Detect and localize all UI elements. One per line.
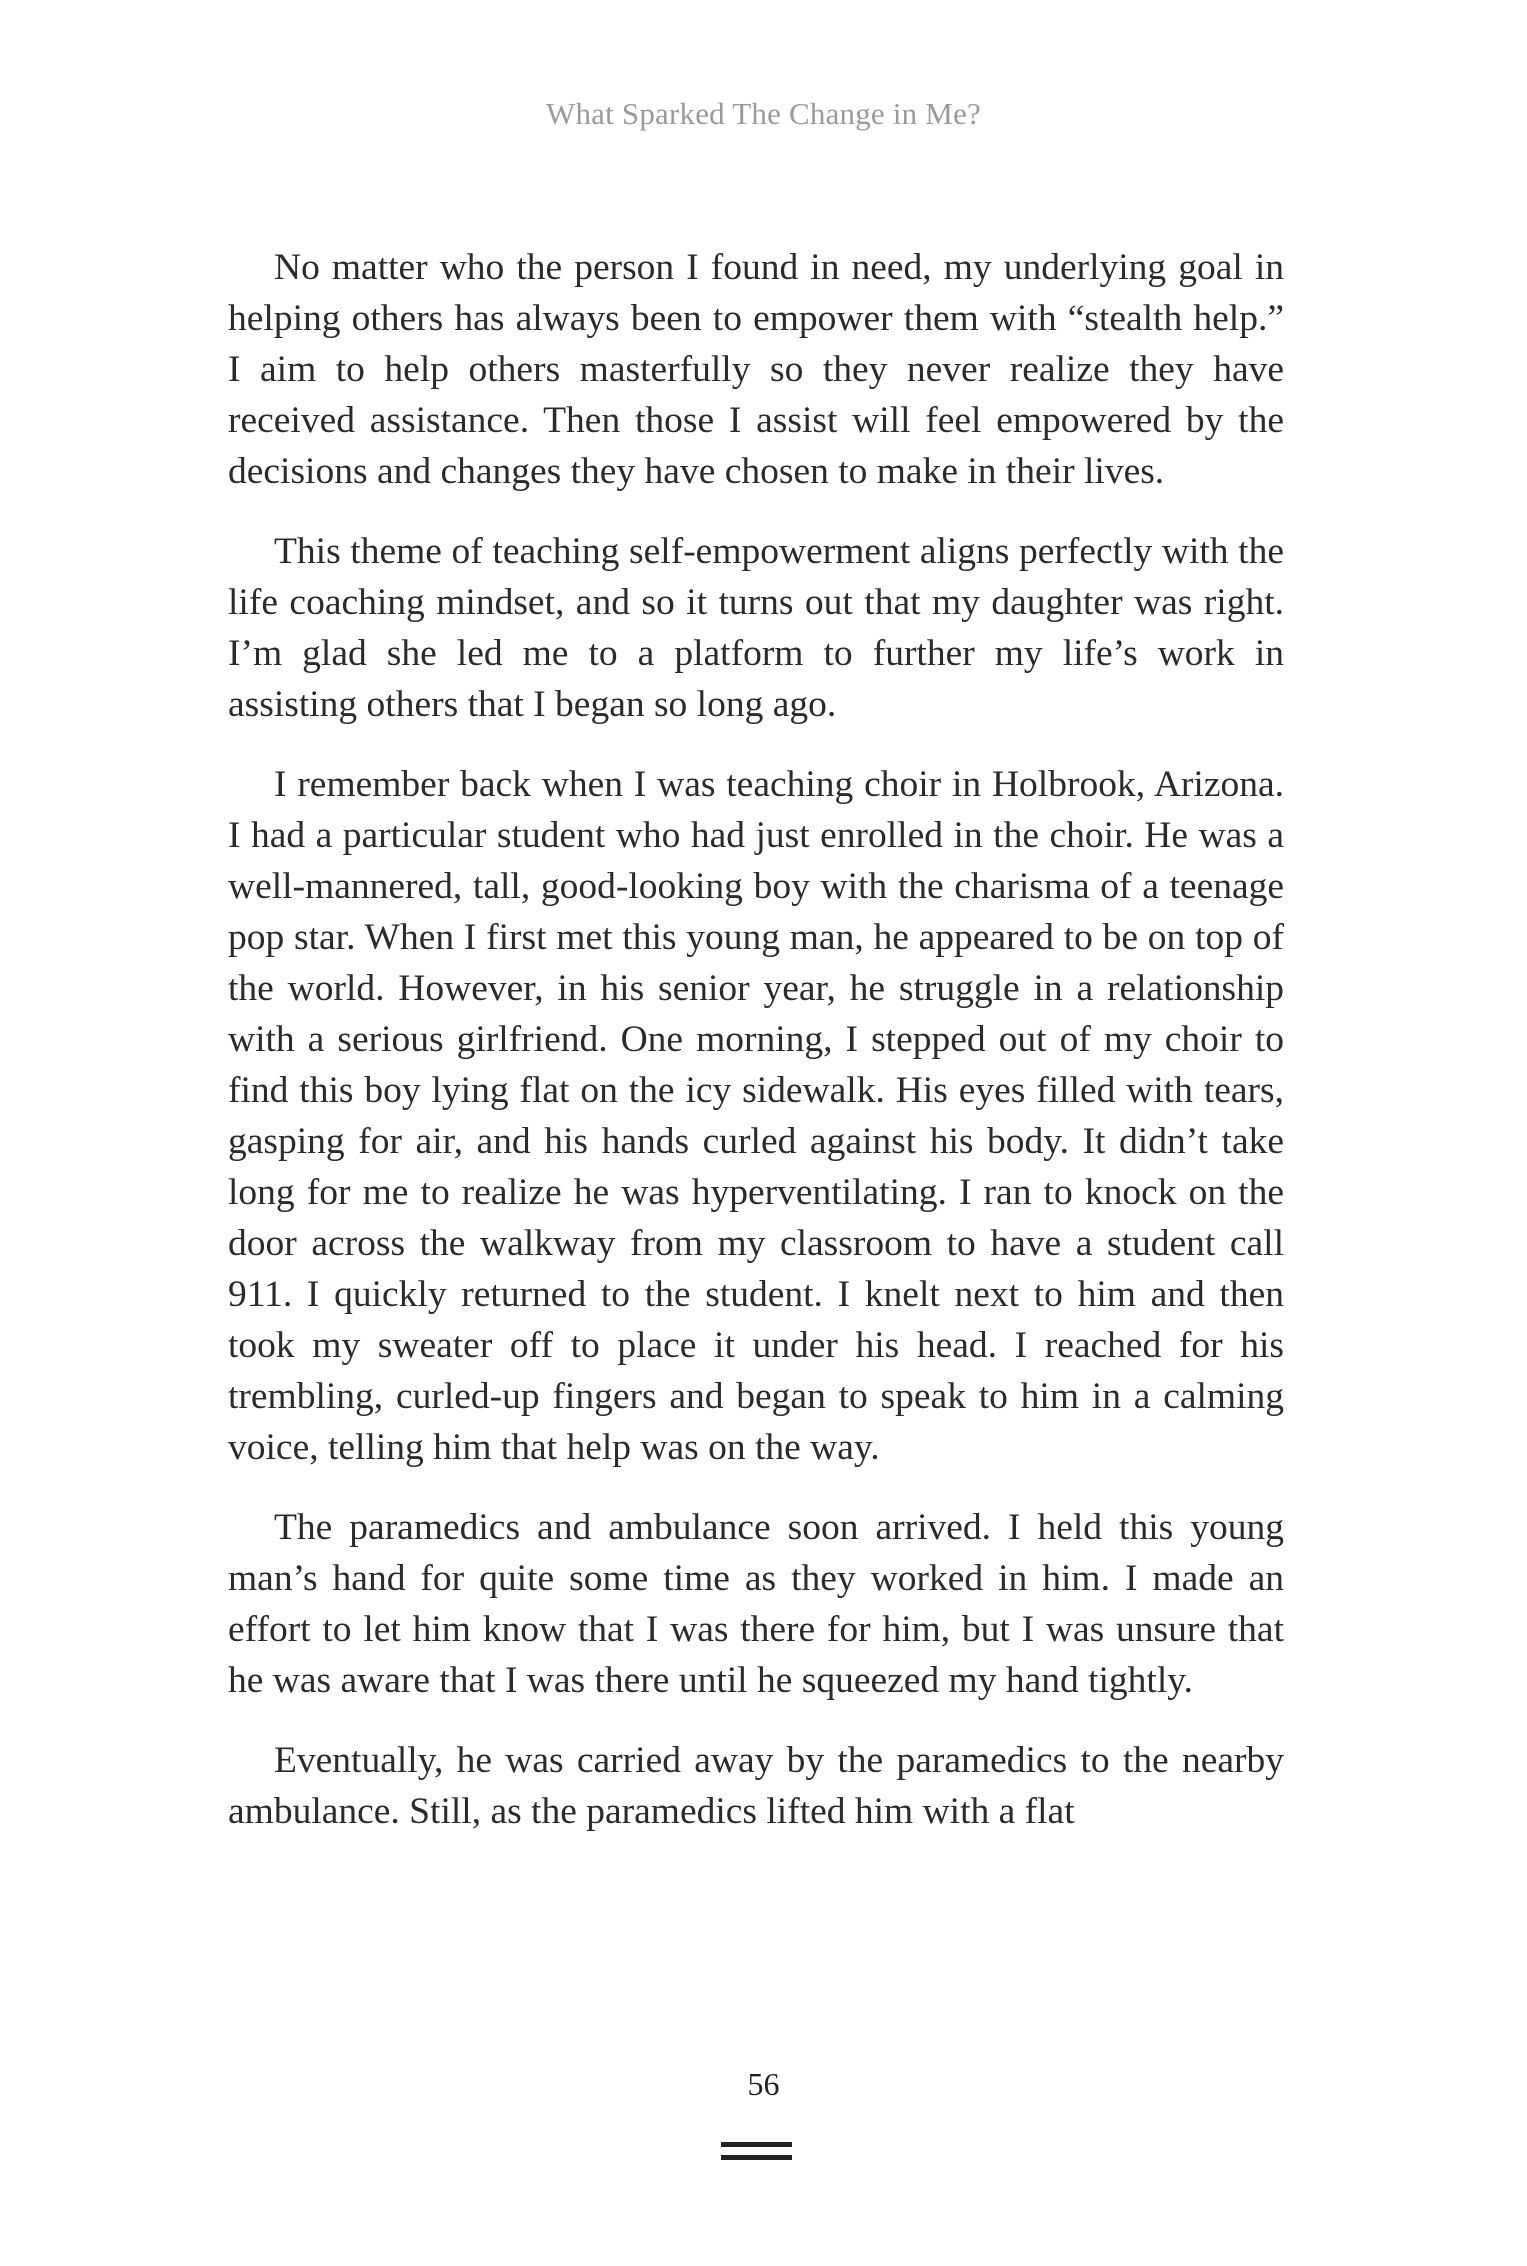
paragraph-1: No matter who the person I found in need, my underlying goal in helping others has always been to empower them with “stealth help.” I aim to help others masterfully so they never realize they have received assistance. Then those I assist will feel empowered by the decisions and changes they have chosen to make in their lives.: [228, 247, 1284, 492]
paragraph-2: This theme of teaching self-empowerment aligns perfectly with the life coaching mindset, and so it turns out that my daughter was right. I’m glad she led me to a platform to further my life’s work in assisting others that I began so long ago.: [228, 531, 1284, 725]
paragraph-5: Eventually, he was carried away by the paramedics to the nearby ambulance. Still, as the paramedics lifted him with a flat: [228, 1740, 1284, 1832]
folio-ornament-rule-top: [721, 2142, 792, 2147]
folio-ornament-rule-bottom: [721, 2155, 792, 2160]
page-number: 56: [747, 2066, 780, 2102]
paragraph-3: I remember back when I was teaching choir in Holbrook, Arizona. I had a particular student who had just enrolled in the choir. He was a well-mannered, tall, good-looking boy with the charisma of a teenage pop star. When I first met this young man, he appeared to be on top of the world. However, in his senior year, he struggle in a relationship with a serious girlfriend. One morning, I stepped out of my choir to find this boy lying flat on the icy sidewalk. His eyes filled with tears, gasping for air, and his hands curled against his body. It didn’t take long for me to realize he was hyperventilating. I ran to knock on the door across the walkway from my classroom to have a student call 911. I quickly returned to the student. I knelt next to him and then took my sweater off to place it under his head. I reached for his trembling, curled-up fingers and began to speak to him in a calming voice, telling him that help was on the way.: [228, 764, 1284, 1468]
body-text: [228, 242, 1284, 1866]
running-head: What Sparked The Change in Me?: [546, 96, 981, 131]
paragraph-4: The paramedics and ambulance soon arrived. I held this young man’s hand for quite some time as they worked in him. I made an effort to let him know that I was there for him, but I was unsure that he was aware that I was there until he squeezed my hand tightly.: [228, 1507, 1284, 1701]
